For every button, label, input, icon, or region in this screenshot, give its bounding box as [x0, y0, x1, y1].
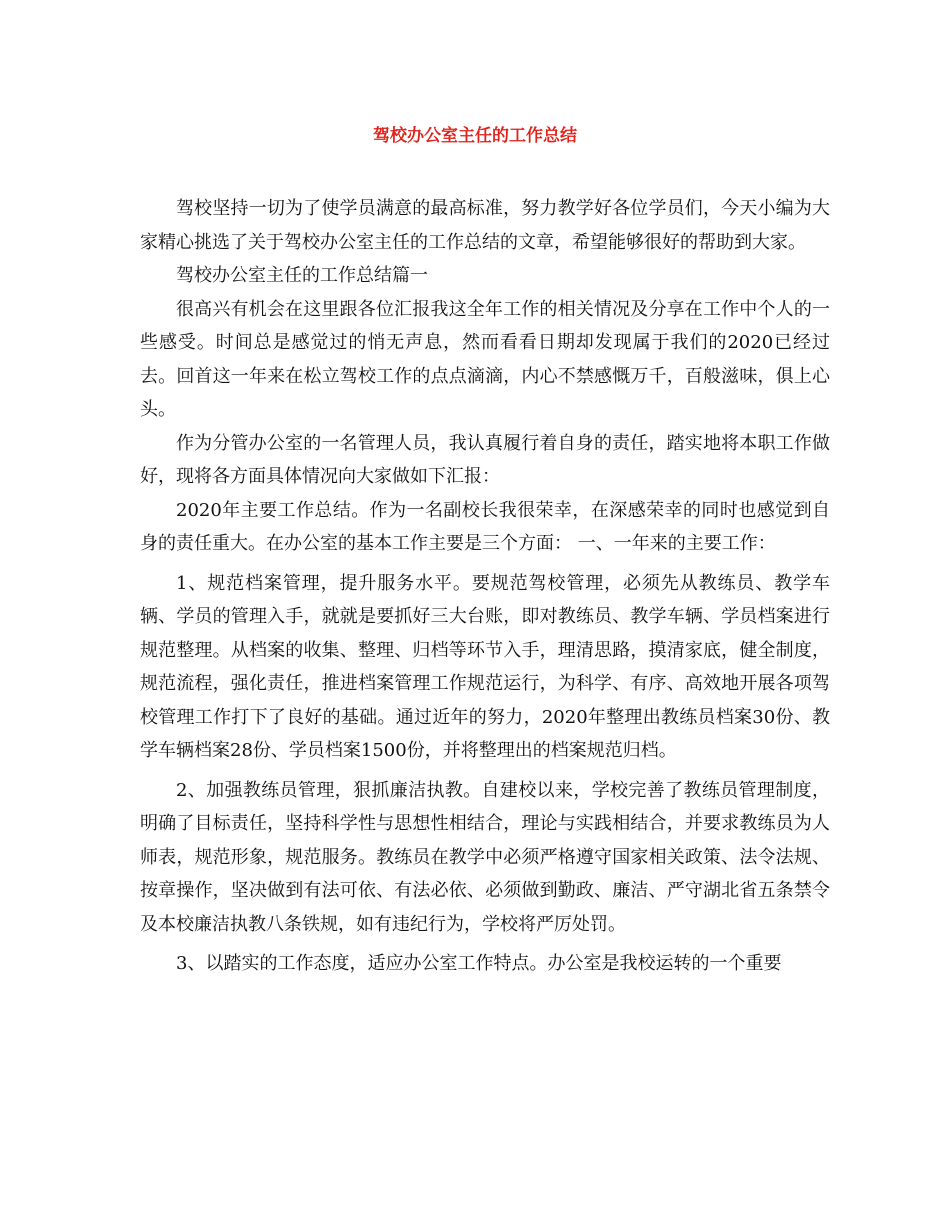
document-title: 驾校办公室主任的工作总结	[373, 126, 577, 146]
intro-paragraph: 驾校坚持一切为了使学员满意的最高标准，努力教学好各位学员们，今天小编为大家精心挑选了关于驾校办公室主任的工作总结的文章，希望能够很好的帮助到大家。	[140, 198, 830, 253]
body-paragraph: 作为分管办公室的一名管理人员，我认真履行着自身的责任，踏实地将本职工作做好，现将各方面具体情况向大家做如下汇报：	[140, 432, 830, 487]
document-body	[140, 192, 830, 981]
section-heading: 驾校办公室主任的工作总结篇一	[176, 265, 428, 286]
body-paragraph: 很高兴有机会在这里跟各位汇报我这全年工作的相关情况及分享在工作中个人的一些感受。时间总是感觉过的悄无声息，然而看看日期却发现属于我们的2020已经过去。回首这一年来在松立驾校工作的点点滴滴，内心不禁感慨万千，百般滋味，俱上心头。	[140, 298, 830, 420]
body-paragraph: 2020年主要工作总结。作为一名副校长我很荣幸，在深感荣幸的同时也感觉到自身的责任重大。在办公室的基本工作主要是三个方面： 一、一年来的主要工作：	[140, 499, 830, 554]
body-paragraph: 2、加强教练员管理，狠抓廉洁执教。自建校以来，学校完善了教练员管理制度，明确了目标责任，坚持科学性与思想性相结合，理论与实践相结合，并要求教练员为人师表，规范形象，规范服务。教练员在教学中必须严格遵守国家相关政策、法令法规、按章操作，坚决做到有法可依、有法必依、必须做到勤政、廉洁、严守湖北省五条禁令及本校廉洁执教八条铁规，如有违纪行为，学校将严厉处罚。	[140, 779, 830, 935]
body-paragraph: 3、以踏实的工作态度，适应办公室工作特点。办公室是我校运转的一个重要	[176, 953, 782, 974]
body-paragraph: 1、规范档案管理，提升服务水平。要规范驾校管理，必须先从教练员、教学车辆、学员的管理入手，就就是要抓好三大台账，即对教练员、教学车辆、学员档案进行规范整理。从档案的收集、整理、归档等环节入手，理清思路，摸清家底，健全制度，规范流程，强化责任，推进档案管理工作规范运行，为科学、有序、高效地开展各项驾校管理工作打下了良好的基础。通过近年的努力，2020年整理出教练员档案30份、教学车辆档案28份、学员档案1500份，并将整理出的档案规范归档。	[140, 572, 830, 761]
